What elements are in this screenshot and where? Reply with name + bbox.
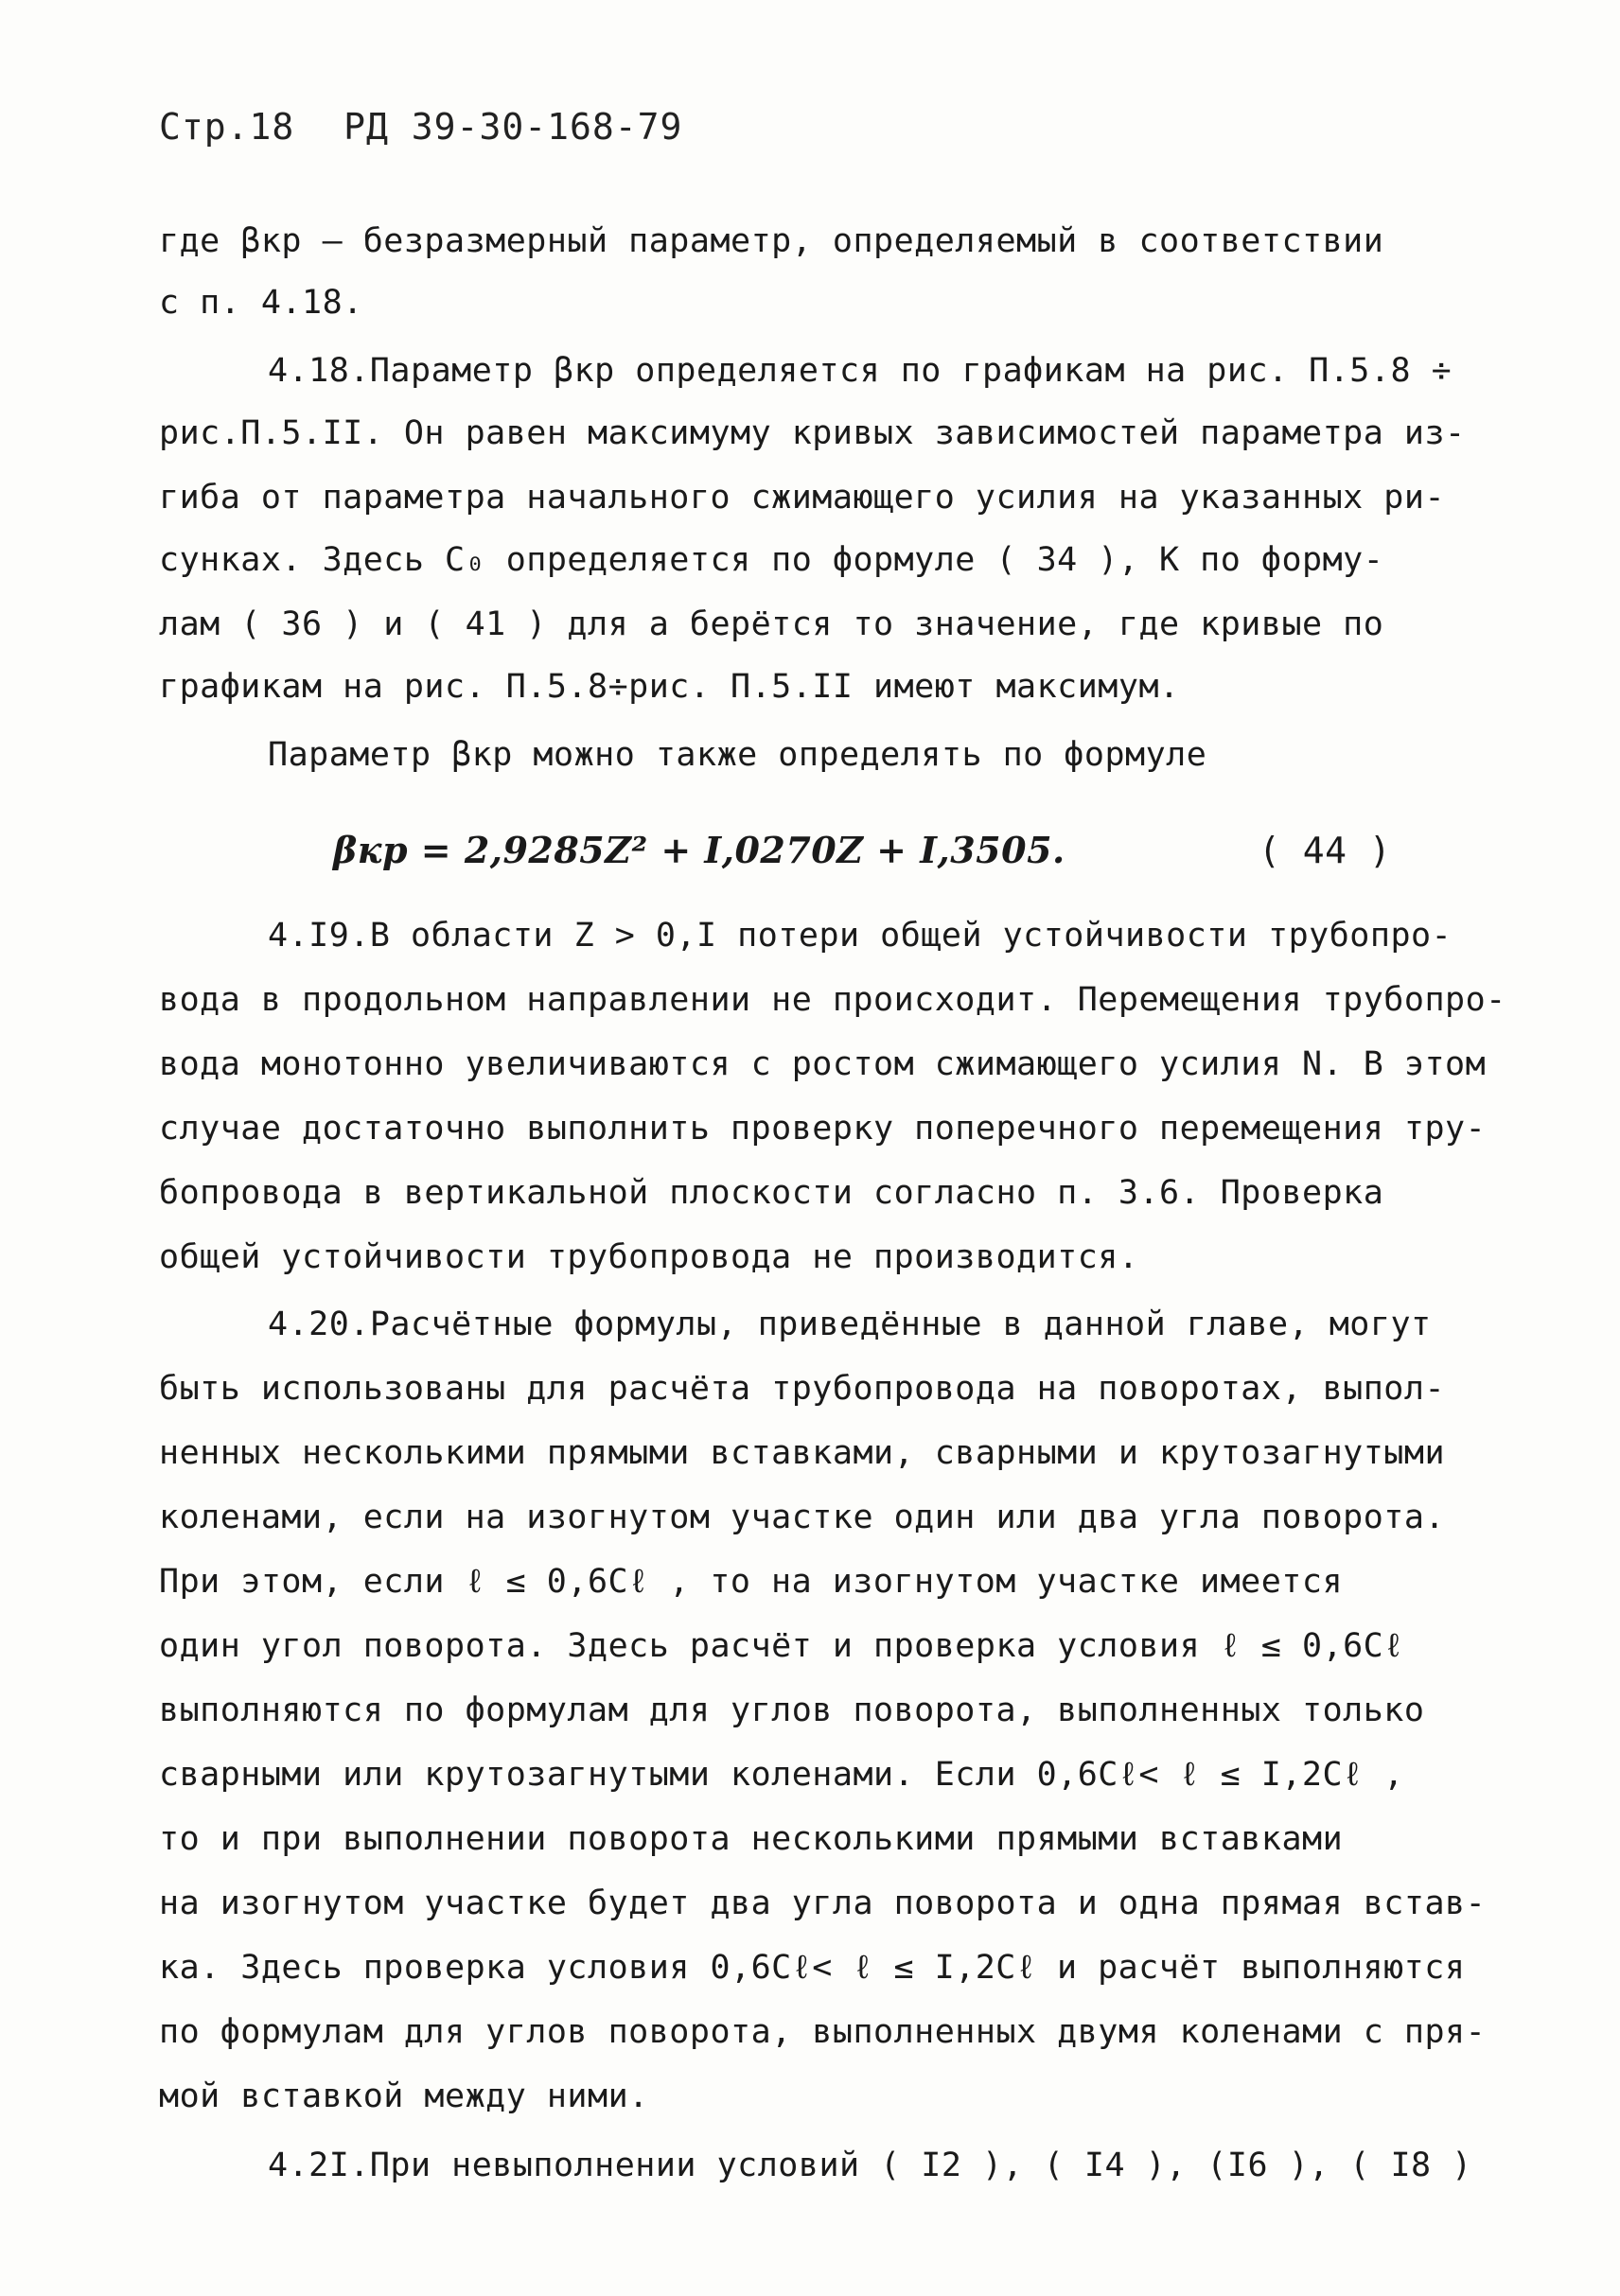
text-line: выполняются по формулам для углов поворота, выполненных только bbox=[159, 1691, 1425, 1729]
formula-44: βкр = 2,9285Z² + I,0270Z + I,3505. bbox=[333, 829, 1065, 871]
paragraph-start-4-21: 4.2I.При невыполнении условий ( I2 ), ( I4 ), (I6 ), ( I8 ) bbox=[268, 2147, 1472, 2184]
text-line: вода монотонно увеличиваются с ростом сжимающего усилия N. В этом bbox=[159, 1045, 1487, 1083]
page-header bbox=[159, 106, 682, 148]
text-line: сунках. Здесь C₀ определяется по формуле ( 34 ), K по форму- bbox=[159, 541, 1384, 579]
paragraph-start-4-18: 4.18.Параметр βкр определяется по графикам на рис. П.5.8 ÷ bbox=[268, 352, 1453, 390]
text-line: сварными или крутозагнутыми коленами. Если 0,6Cℓ< ℓ ≤ I,2Cℓ , bbox=[159, 1756, 1404, 1794]
page-number: Стр.18 bbox=[159, 106, 295, 148]
text-line: При этом, если ℓ ≤ 0,6Cℓ , то на изогнутом участке имеется bbox=[159, 1563, 1344, 1601]
text-line: ка. Здесь проверка условия 0,6Cℓ< ℓ ≤ I,2Cℓ и расчёт выполняются bbox=[159, 1949, 1466, 1987]
paragraph-start-4-20: 4.20.Расчётные формулы, приведённые в данной главе, могут bbox=[268, 1306, 1432, 1343]
text-line: коленами, если на изогнутом участке один или два угла поворота. bbox=[159, 1499, 1446, 1536]
text-line: Параметр βкр можно также определять по формуле bbox=[268, 736, 1207, 774]
text-line: мой вставкой между ними. bbox=[159, 2077, 649, 2115]
text-line: быть использованы для расчёта трубопровода на поворотах, выпол- bbox=[159, 1370, 1446, 1408]
text-line: бопровода в вертикальной плоскости согласно п. 3.6. Проверка bbox=[159, 1174, 1384, 1212]
text-line: то и при выполнении поворота несколькими прямыми вставками bbox=[159, 1820, 1344, 1858]
text-line: лам ( 36 ) и ( 41 ) для a берётся то значение, где кривые по bbox=[159, 605, 1384, 643]
text-line: где βкр – безразмерный параметр, определяемый в соответствии bbox=[159, 222, 1384, 260]
text-line: ненных несколькими прямыми вставками, сварными и крутозагнутыми bbox=[159, 1434, 1446, 1472]
document-code: РД 39-30-168-79 bbox=[343, 106, 683, 148]
text-line: вода в продольном направлении не происходит. Перемещения трубопро- bbox=[159, 981, 1506, 1019]
text-line: на изогнутом участке будет два угла поворота и одна прямая встав- bbox=[159, 1884, 1487, 1922]
text-line: общей устойчивости трубопровода не производится. bbox=[159, 1238, 1139, 1276]
text-line: рис.П.5.II. Он равен максимуму кривых зависимостей параметра из- bbox=[159, 414, 1466, 452]
text-line: с п. 4.18. bbox=[159, 284, 363, 322]
text-line: графикам на рис. П.5.8÷рис. П.5.II имеют максимум. bbox=[159, 668, 1180, 706]
text-line: по формулам для углов поворота, выполненных двумя коленами с пря- bbox=[159, 2013, 1487, 2051]
text-line: гиба от параметра начального сжимающего усилия на указанных ри- bbox=[159, 479, 1446, 517]
paragraph-start-4-19: 4.I9.В области Z > 0,I потери общей устойчивости трубопро- bbox=[268, 917, 1453, 955]
text-line: случае достаточно выполнить проверку поперечного перемещения тру- bbox=[159, 1110, 1487, 1148]
text-line: один угол поворота. Здесь расчёт и проверка условия ℓ ≤ 0,6Cℓ bbox=[159, 1627, 1404, 1665]
formula-number-44: ( 44 ) bbox=[1259, 830, 1392, 871]
